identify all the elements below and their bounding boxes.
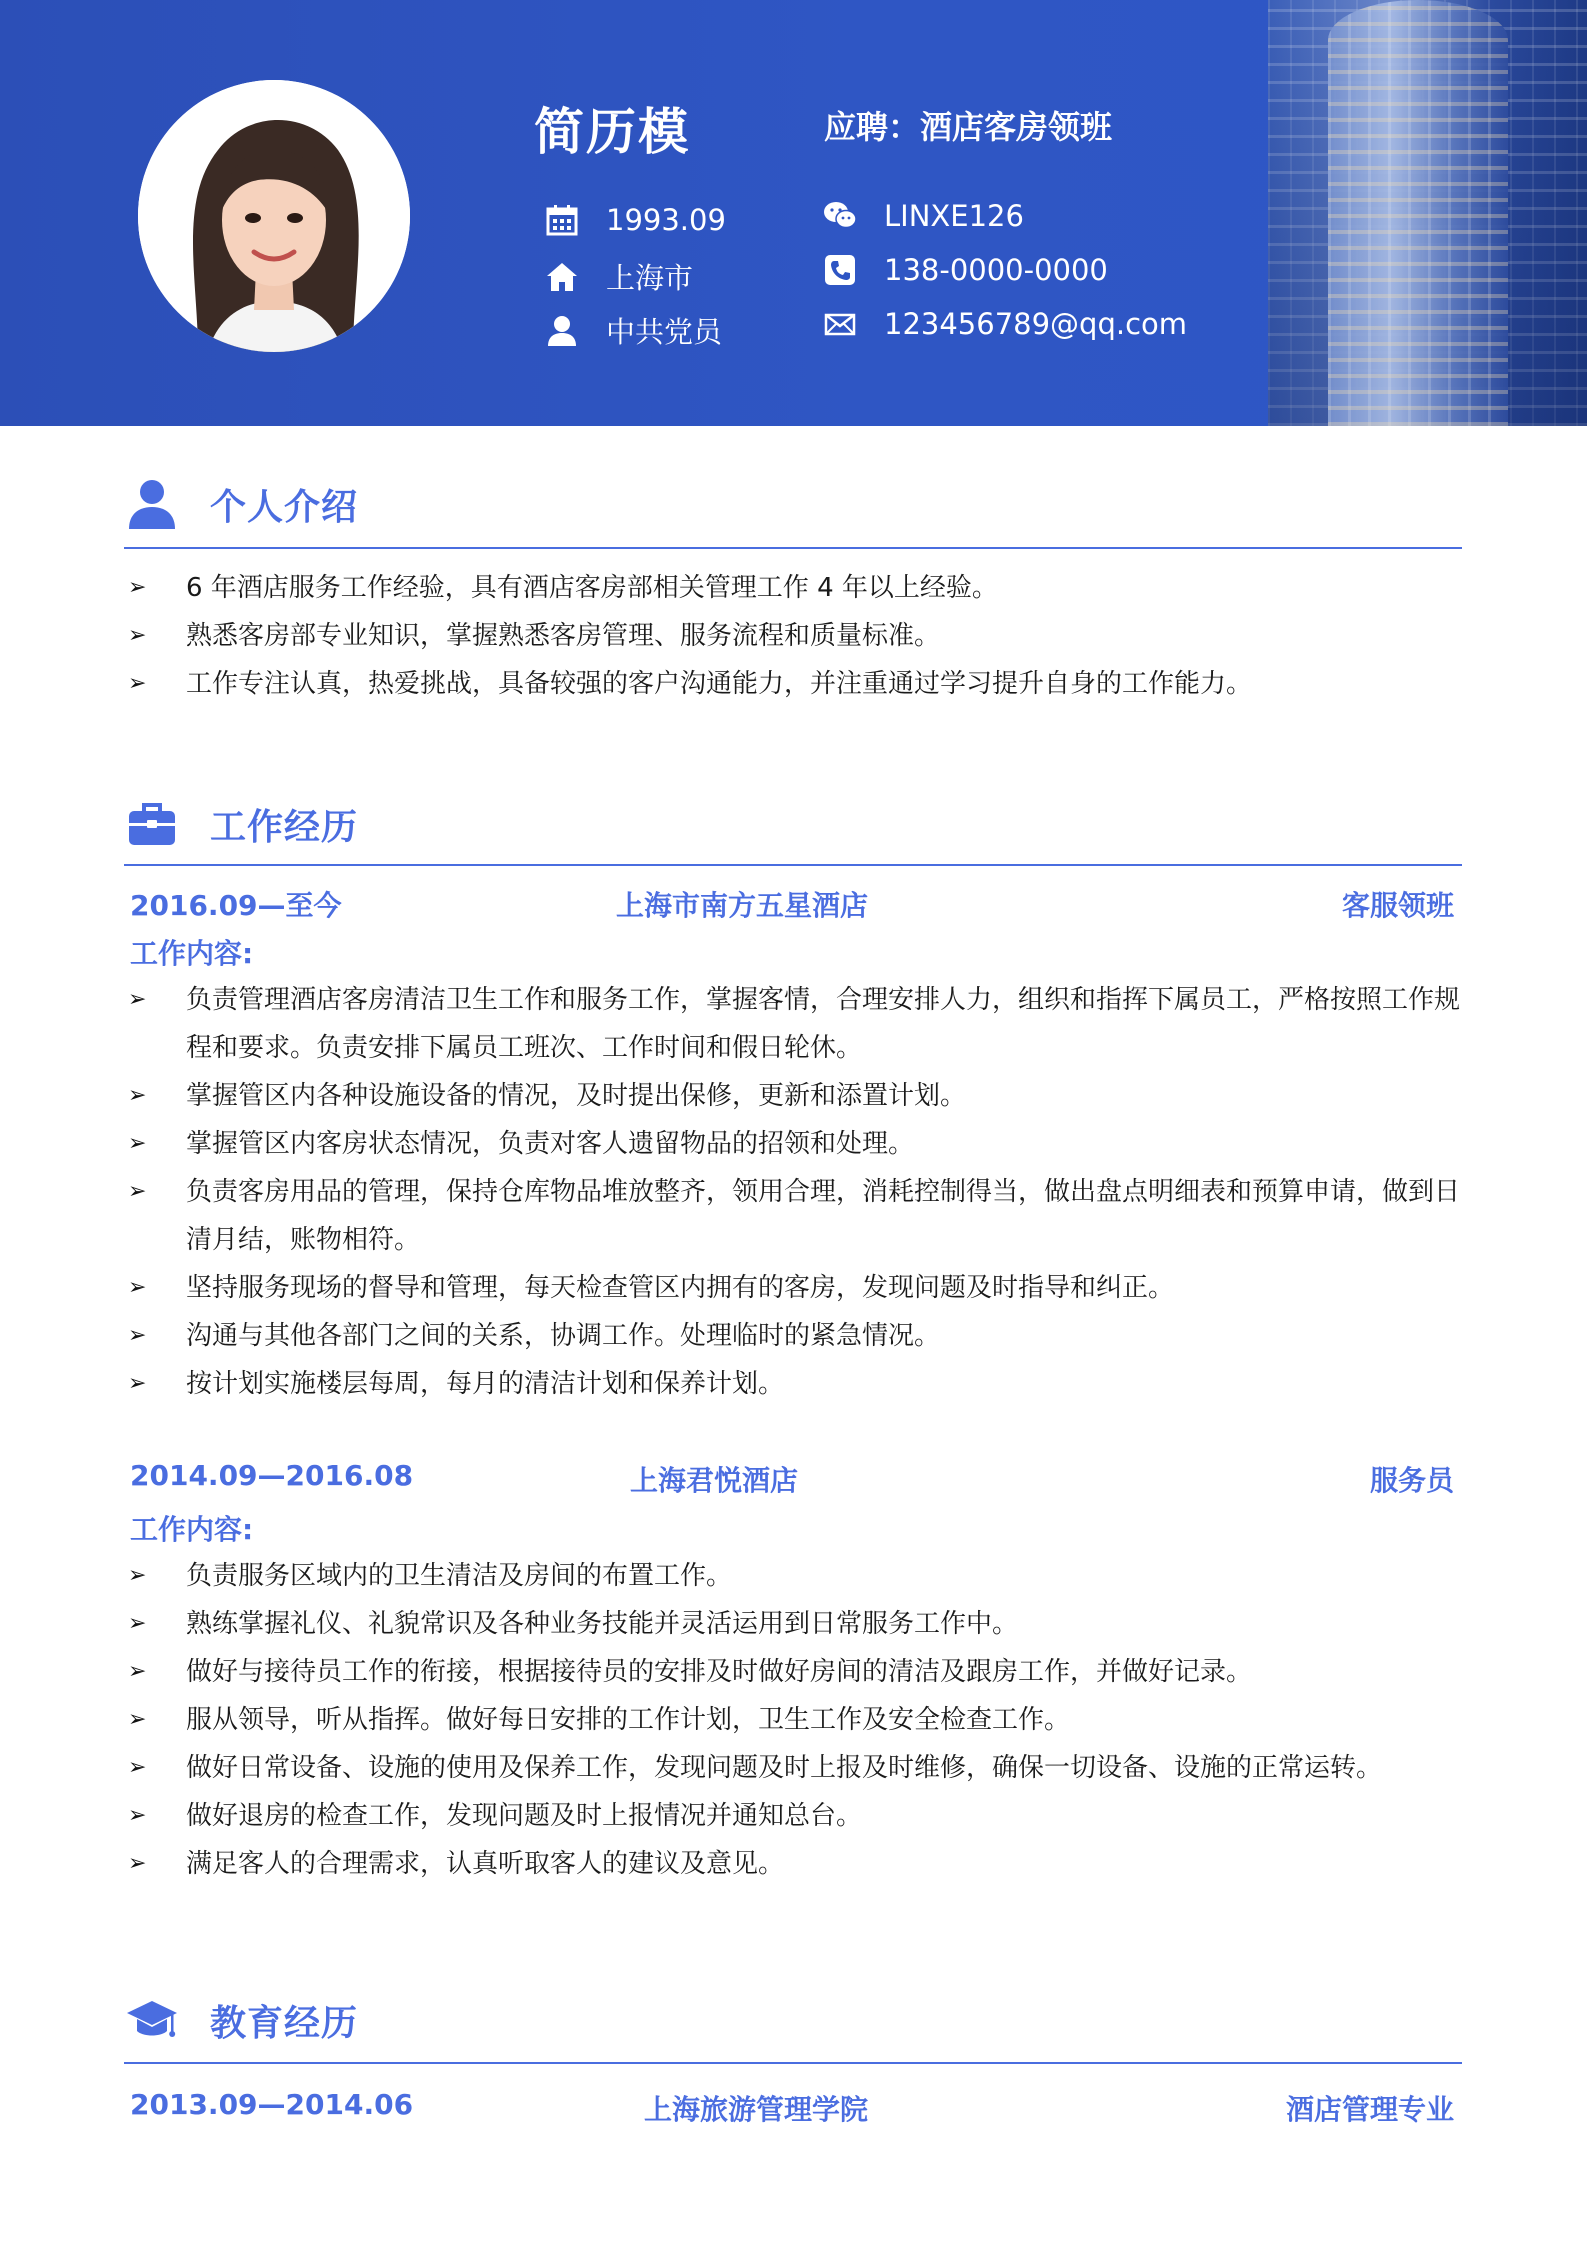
list-item: ➢ 工作专注认真，热爱挑战，具备较强的客户沟通能力，并注重通过学习提升自身的工作能力。 [124, 660, 1464, 708]
list-item: ➢ 做好日常设备、设施的使用及保养工作，发现问题及时上报及时维修，确保一切设备、设施的正常运转。 [124, 1744, 1464, 1792]
graduation-cap-icon [124, 1992, 180, 2048]
list-item: ➢ 做好退房的检查工作，发现问题及时上报情况并通知总台。 [124, 1792, 1464, 1840]
job-row [124, 884, 1454, 924]
section-divider [124, 547, 1462, 549]
section-title-education: 教育经历 [210, 2002, 359, 2044]
info-birth [544, 202, 726, 238]
job-duty-list [124, 976, 1464, 1408]
info-email [822, 306, 1187, 342]
list-item: ➢ 6 年酒店服务工作经验，具有酒店客房部相关管理工作 4 年以上经验。 [124, 564, 1464, 612]
section-divider [124, 2062, 1462, 2064]
wechat-icon [822, 198, 858, 234]
politics-text: 中共党员 [606, 315, 723, 349]
job-role: 客服领班 [1341, 889, 1454, 922]
info-city [544, 256, 693, 297]
job-role: 服务员 [1369, 1464, 1454, 1497]
building-tower [1328, 0, 1508, 426]
education-school: 上海旅游管理学院 [644, 2093, 869, 2126]
job-duty-list [124, 1552, 1464, 1888]
email-text: 123456789@qq.com [884, 307, 1188, 341]
candidate-name: 简历模 [534, 103, 690, 161]
section-title-intro: 个人介绍 [210, 486, 359, 528]
birth-text: 1993.09 [606, 203, 726, 237]
list-item: ➢ 按计划实施楼层每周，每月的清洁计划和保养计划。 [124, 1360, 1464, 1408]
home-icon [544, 259, 580, 295]
list-item: ➢ 坚持服务现场的督导和管理，每天检查管区内拥有的客房，发现问题及时指导和纠正。 [124, 1264, 1464, 1312]
mail-icon [822, 306, 858, 342]
phone-icon [822, 252, 858, 288]
list-item: ➢ 熟练掌握礼仪、礼貌常识及各种业务技能并灵活运用到日常服务工作中。 [124, 1600, 1464, 1648]
section-divider [124, 864, 1462, 866]
list-item: ➢ 做好与接待员工作的衔接，根据接待员的安排及时做好房间的清洁及跟房工作，并做好记录。 [124, 1648, 1464, 1696]
job-period: 2016.09—至今 [130, 889, 342, 922]
list-item: ➢ 熟悉客房部专业知识，掌握熟悉客房管理、服务流程和质量标准。 [124, 612, 1464, 660]
job-company: 上海君悦酒店 [630, 1464, 799, 1497]
section-education-header [124, 1992, 358, 2048]
list-item: ➢ 沟通与其他各部门之间的关系，协调工作。处理临时的紧急情况。 [124, 1312, 1464, 1360]
section-intro-header [124, 476, 358, 532]
list-item: ➢ 负责服务区域内的卫生清洁及房间的布置工作。 [124, 1552, 1464, 1600]
list-item: ➢ 负责管理酒店客房清洁卫生工作和服务工作，掌握客情，合理安排人力，组织和指挥下属员工，严格按照工作规程和要求。负责安排下属员工班次、工作时间和假日轮休。 [124, 976, 1464, 1072]
header-banner [0, 0, 1587, 426]
applied-position: 应聘：酒店客房领班 [824, 108, 1113, 146]
list-item: ➢ 满足客人的合理需求，认真听取客人的建议及意见。 [124, 1840, 1464, 1888]
info-wechat [822, 198, 1024, 234]
job-company: 上海市南方五星酒店 [616, 889, 869, 922]
building-photo [1268, 0, 1587, 426]
job-row [124, 1459, 1454, 1499]
user-section-icon [124, 476, 180, 532]
job-content-label: 工作内容: [130, 1513, 254, 1546]
list-item: ➢ 掌握管区内各种设施设备的情况，及时提出保修，更新和添置计划。 [124, 1072, 1464, 1120]
intro-list [124, 564, 1464, 708]
person-icon [544, 313, 580, 349]
wechat-text: LINXE126 [884, 199, 1024, 233]
avatar-portrait [138, 80, 410, 352]
city-text: 上海市 [606, 261, 694, 295]
section-title-work: 工作经历 [210, 806, 359, 848]
section-work-header [124, 796, 358, 852]
briefcase-icon [124, 796, 180, 852]
job-content-label: 工作内容: [130, 937, 254, 970]
info-politics [544, 310, 722, 351]
avatar [138, 80, 410, 352]
phone-text: 138-0000-0000 [884, 253, 1108, 287]
education-major: 酒店管理专业 [1285, 2093, 1454, 2126]
list-item: ➢ 负责客房用品的管理，保持仓库物品堆放整齐，领用合理，消耗控制得当，做出盘点明细表和预算申请，做到日清月结，账物相符。 [124, 1168, 1464, 1264]
calendar-icon [544, 202, 580, 238]
education-row [124, 2088, 1454, 2128]
job-period: 2014.09—2016.08 [130, 1459, 414, 1492]
list-item: ➢ 掌握管区内客房状态情况，负责对客人遗留物品的招领和处理。 [124, 1120, 1464, 1168]
education-period: 2013.09—2014.06 [130, 2088, 414, 2121]
list-item: ➢ 服从领导，听从指挥。做好每日安排的工作计划，卫生工作及安全检查工作。 [124, 1696, 1464, 1744]
info-phone [822, 252, 1108, 288]
